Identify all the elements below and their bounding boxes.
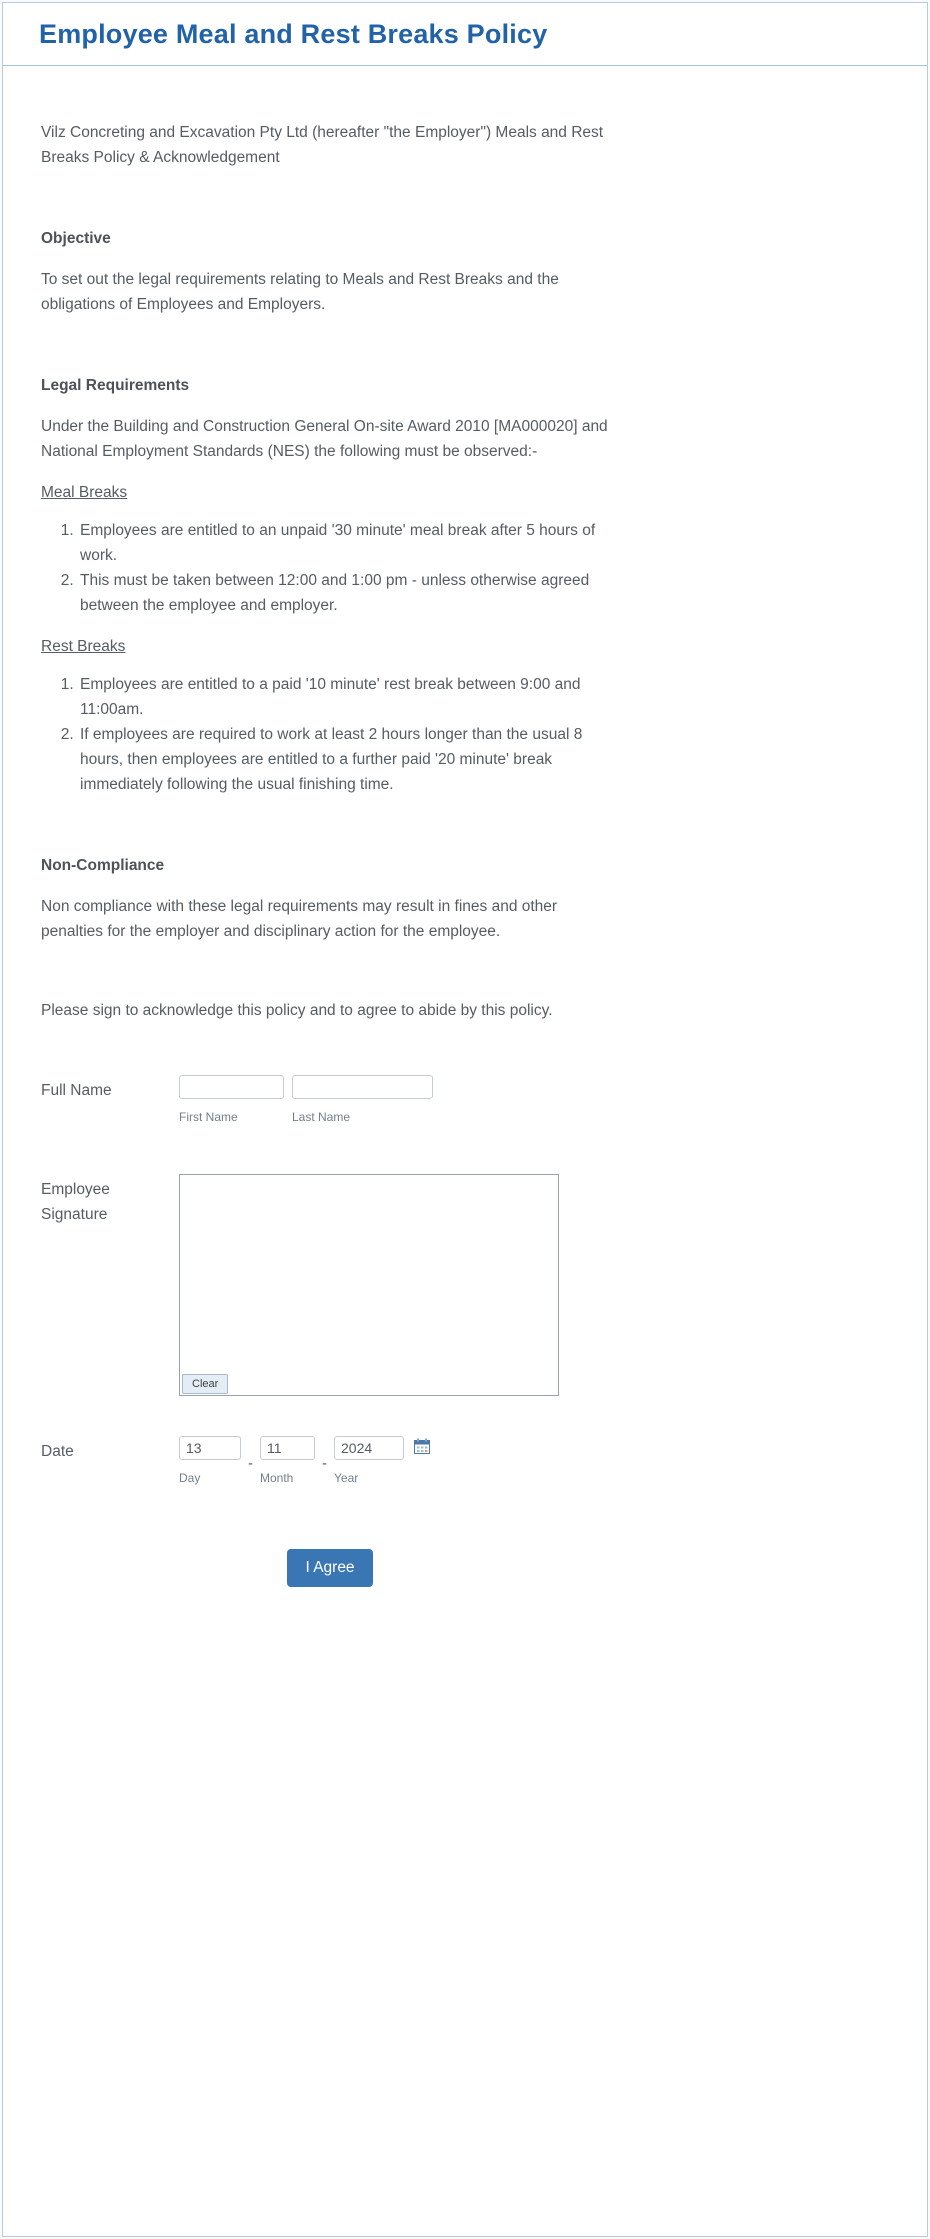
first-name-input[interactable] (179, 1075, 284, 1099)
intro-text: Vilz Concreting and Excavation Pty Ltd (hereafter "the Employer") Meals and Rest Breaks Policy & Acknowledgement (41, 124, 604, 166)
date-month-sublabel: Month (260, 1471, 294, 1485)
legal-requirements-body: Under the Building and Construction General On-site Award 2010 [MA000020] and National Employment Standards (NES) the following must be observed:- (41, 418, 608, 460)
signature-label: Employee Signature (41, 1181, 110, 1223)
full-name-label: Full Name (41, 1082, 112, 1099)
meal-breaks-list (41, 518, 619, 618)
legal-requirements-heading: Legal Requirements (41, 377, 190, 394)
non-compliance-body: Non compliance with these legal requirements may result in fines and other penalties for the employer and disciplinary action for the employee. (41, 898, 558, 940)
form-card (2, 2, 928, 2237)
date-day-sublabel: Day (179, 1471, 201, 1485)
clear-signature-button[interactable]: Clear (182, 1374, 228, 1394)
rest-breaks-heading: Rest Breaks (41, 638, 126, 655)
objective-heading: Objective (41, 230, 111, 247)
first-name-sublabel: First Name (179, 1110, 238, 1124)
date-day-input[interactable] (179, 1436, 241, 1460)
date-separator: - (248, 1455, 253, 1472)
list-item: 2. If employees are required to work at least 2 hours longer than the usual 8 hours, then employees are entitled to a further paid '20 minute' break immediately following the usual finishing time. (78, 722, 619, 797)
list-item: 2. This must be taken between 12:00 and 1:00 pm - unless otherwise agreed between the employee and employer. (78, 568, 619, 618)
date-field (41, 1436, 619, 1491)
full-name-field (41, 1075, 619, 1130)
last-name-sublabel: Last Name (292, 1110, 351, 1124)
form-header (3, 3, 927, 66)
date-separator: - (322, 1455, 327, 1472)
list-item: 1. Employees are entitled to an unpaid '30 minute' meal break after 5 hours of work. (78, 518, 619, 568)
page-title: Employee Meal and Rest Breaks Policy (39, 18, 548, 49)
date-year-input[interactable] (334, 1436, 404, 1460)
non-compliance-heading: Non-Compliance (41, 857, 165, 874)
meal-breaks-heading: Meal Breaks (41, 484, 128, 501)
calendar-icon[interactable] (414, 1438, 431, 1463)
last-name-input[interactable] (292, 1075, 433, 1099)
signature-field (41, 1174, 619, 1396)
list-item: 1. Employees are entitled to a paid '10 minute' rest break between 9:00 and 11:00am. (78, 672, 619, 722)
rest-breaks-list (41, 672, 619, 797)
date-month-input[interactable] (260, 1436, 315, 1460)
date-label: Date (41, 1443, 74, 1460)
objective-body: To set out the legal requirements relating to Meals and Rest Breaks and the obligations of Employees and Employers. (41, 271, 559, 313)
i-agree-button[interactable]: I Agree (287, 1549, 372, 1587)
date-year-sublabel: Year (334, 1471, 359, 1485)
sign-prompt: Please sign to acknowledge this policy and to agree to abide by this policy. (41, 1002, 553, 1019)
submit-row (41, 1549, 619, 1627)
signature-pad[interactable] (179, 1174, 559, 1396)
form-body (3, 66, 619, 1627)
